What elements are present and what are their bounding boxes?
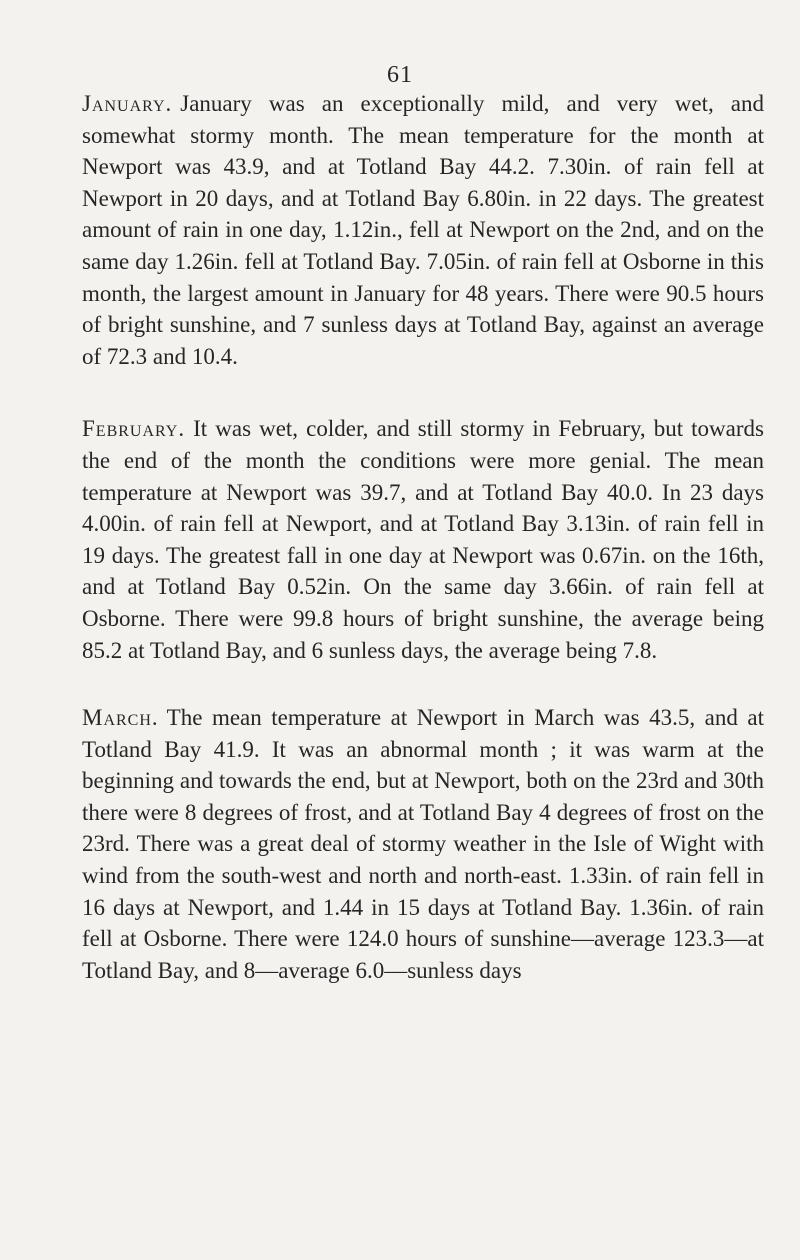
march-paragraph — [82, 702, 764, 986]
january-text: January was an exceptionally mild, and very wet, and somewhat stormy month. The mean temperature for the month at Newport was 43.9, and at Totland Bay 44.2. 7.30in. of rain fell at Newport in 20 days, and at Totland Bay 6.80in. in 22 days. The greatest amount of rain in one day, 1.12in., fell at Newport on the 2nd, and on the same day 1.26in. fell at Totland Bay. 7.05in. of rain fell at Osborne in this month, the largest amount in January for 48 years. There were 90.5 hours of bright sunshine, and 7 sunless days at Totland Bay, against an average of 72.3 and 10.4. — [82, 91, 764, 369]
march-text: The mean temperature at Newport in March was 43.5, and at Totland Bay 41.9. It was an abnormal month ; it was warm at the beginning and towards the end, but at Newport, both on the 23rd and 30th there were 8 degrees of frost, and at Totland Bay 4 degrees of frost on the 23rd. There was a great deal of stormy weather in the Isle of Wight with wind from the south-west and north and north-east. 1.33in. of rain fell in 16 days at Newport, and 1.44 in 15 days at Totland Bay. 1.36in. of rain fell at Osborne. There were 124.0 hours of sunshine—average 123.3—at Totland Bay, and 8—average 6.0—sunless days — [82, 705, 764, 983]
text-column — [82, 88, 764, 986]
page-number: 61 — [387, 62, 413, 88]
february-text: It was wet, colder, and still stormy in February, but towards the end of the month the conditions were more genial. The mean temperature at Newport was 39.7, and at Totland Bay 40.0. In 23 days 4.00in. of rain fell at Newport, and at Totland Bay 3.13in. of rain fell in 19 days. The greatest fall in one day at Newport was 0.67in. on the 16th, and at Totland Bay 0.52in. On the same day 3.66in. of rain fell at Osborne. There were 99.8 hours of bright sunshine, the average being 85.2 at Totland Bay, and 6 sunless days, the average being 7.8. — [82, 416, 764, 663]
month-heading-january: January. — [82, 91, 173, 116]
month-heading-march: March. — [82, 705, 159, 731]
january-paragraph — [82, 88, 764, 372]
month-heading-february: February. — [82, 416, 186, 442]
february-paragraph — [82, 413, 764, 666]
